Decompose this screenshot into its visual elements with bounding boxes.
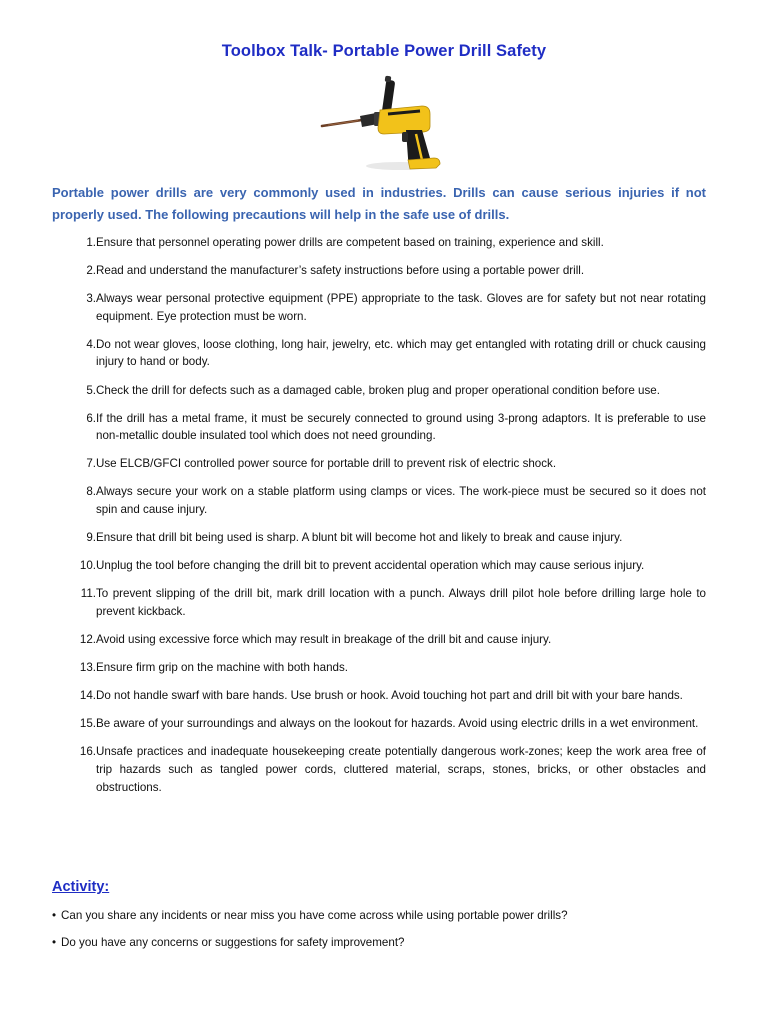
question-text: Do you have any concerns or suggestions for safety improvement? bbox=[61, 935, 405, 949]
item-text: Do not wear gloves, loose clothing, long hair, jewelry, etc. which may get entangled with rotating drill or chuck causing injury to hand or body. bbox=[96, 337, 706, 369]
list-item bbox=[52, 687, 706, 705]
item-number: 14. bbox=[79, 689, 96, 703]
list-item bbox=[52, 934, 712, 951]
bullet-icon: • bbox=[52, 935, 57, 949]
item-text: Ensure that drill bit being used is sharp. A blunt bit will become hot and likely to break and cause injury. bbox=[96, 531, 623, 545]
item-text: To prevent slipping of the drill bit, mark drill location with a punch. Always drill pilot hole before drilling large hole to prevent kickback. bbox=[96, 587, 706, 618]
item-number: 8. bbox=[86, 485, 96, 499]
item-number: 1. bbox=[86, 236, 96, 249]
list-item bbox=[52, 715, 706, 733]
list-item bbox=[52, 585, 706, 620]
list-item bbox=[52, 234, 706, 252]
bullet-icon: • bbox=[52, 909, 57, 922]
item-number: 9. bbox=[86, 531, 96, 545]
list-item bbox=[52, 410, 706, 445]
list-item bbox=[52, 455, 706, 473]
item-number: 12. bbox=[79, 633, 96, 646]
precautions-list bbox=[52, 234, 706, 807]
list-item bbox=[52, 907, 712, 924]
item-number: 13. bbox=[79, 661, 96, 675]
item-number: 6. bbox=[86, 411, 96, 425]
item-text: Do not handle swarf with bare hands. Use brush or hook. Avoid touching hot part and drill bit with your bare hands. bbox=[96, 689, 683, 703]
item-number: 3. bbox=[86, 292, 96, 306]
list-item bbox=[52, 659, 706, 677]
page-title: Toolbox Talk- Portable Power Drill Safety bbox=[221, 42, 547, 60]
list-item bbox=[52, 557, 706, 575]
list-item bbox=[52, 382, 706, 400]
item-number: 4. bbox=[86, 337, 96, 351]
item-text: Ensure that personnel operating power drills are competent based on training, experience and skill. bbox=[96, 236, 604, 249]
item-text: Use ELCB/GFCI controlled power source for portable drill to prevent risk of electric shock. bbox=[96, 457, 557, 471]
item-number: 5. bbox=[86, 383, 96, 397]
list-item bbox=[52, 631, 706, 649]
item-text: Ensure firm grip on the machine with both hands. bbox=[96, 661, 348, 675]
item-number: 10. bbox=[79, 559, 96, 573]
item-text: Unsafe practices and inadequate housekeeping create potentially dangerous work-zones; keep the work area free of trip hazards such as tangled power cords, cluttered material, scraps, stones, bricks, or other obstacles and obstructions. bbox=[96, 745, 706, 794]
item-number: 15. bbox=[79, 717, 96, 731]
activity-heading: Activity: bbox=[52, 879, 110, 895]
item-number: 2. bbox=[86, 264, 96, 278]
list-item bbox=[52, 336, 706, 371]
item-number: 11. bbox=[80, 587, 96, 601]
intro-paragraph: Portable power drills are very commonly used in industries. Drills can cause serious injuries if not properly used. The following precautions will help in the safe use of drills. bbox=[52, 185, 706, 222]
item-number: 16. bbox=[79, 745, 96, 759]
power-drill-icon bbox=[318, 74, 448, 174]
list-item bbox=[52, 483, 706, 518]
list-item bbox=[52, 290, 706, 325]
question-text: Can you share any incidents or near miss you have come across while using portable power drills? bbox=[61, 909, 568, 922]
list-item bbox=[52, 262, 706, 280]
item-text: Read and understand the manufacturer’s safety instructions before using a portable power drill. bbox=[96, 264, 585, 278]
item-text: Check the drill for defects such as a damaged cable, broken plug and proper operational condition before use. bbox=[96, 383, 660, 397]
item-text: Always wear personal protective equipment (PPE) appropriate to the task. Gloves are for safety but not near rotating equipment. Eye protection must be worn. bbox=[96, 292, 706, 323]
list-item bbox=[52, 529, 706, 547]
item-text: If the drill has a metal frame, it must be securely connected to ground using 3-prong adaptors. It is preferable to use non-metallic double insulated tool which does not need grounding. bbox=[96, 411, 706, 443]
item-text: Avoid using excessive force which may result in breakage of the drill bit and cause injury. bbox=[96, 633, 552, 646]
item-text: Unplug the tool before changing the drill bit to prevent accidental operation which may cause serious injury. bbox=[96, 559, 645, 573]
item-text: Be aware of your surroundings and always on the lookout for hazards. Avoid using electric drills in a wet environment. bbox=[96, 717, 699, 731]
list-item bbox=[52, 743, 706, 796]
activity-questions bbox=[52, 907, 712, 960]
item-text: Always secure your work on a stable platform using clamps or vices. The work-piece must be secured so it does not spin and cause injury. bbox=[96, 485, 706, 517]
item-number: 7. bbox=[86, 457, 96, 471]
